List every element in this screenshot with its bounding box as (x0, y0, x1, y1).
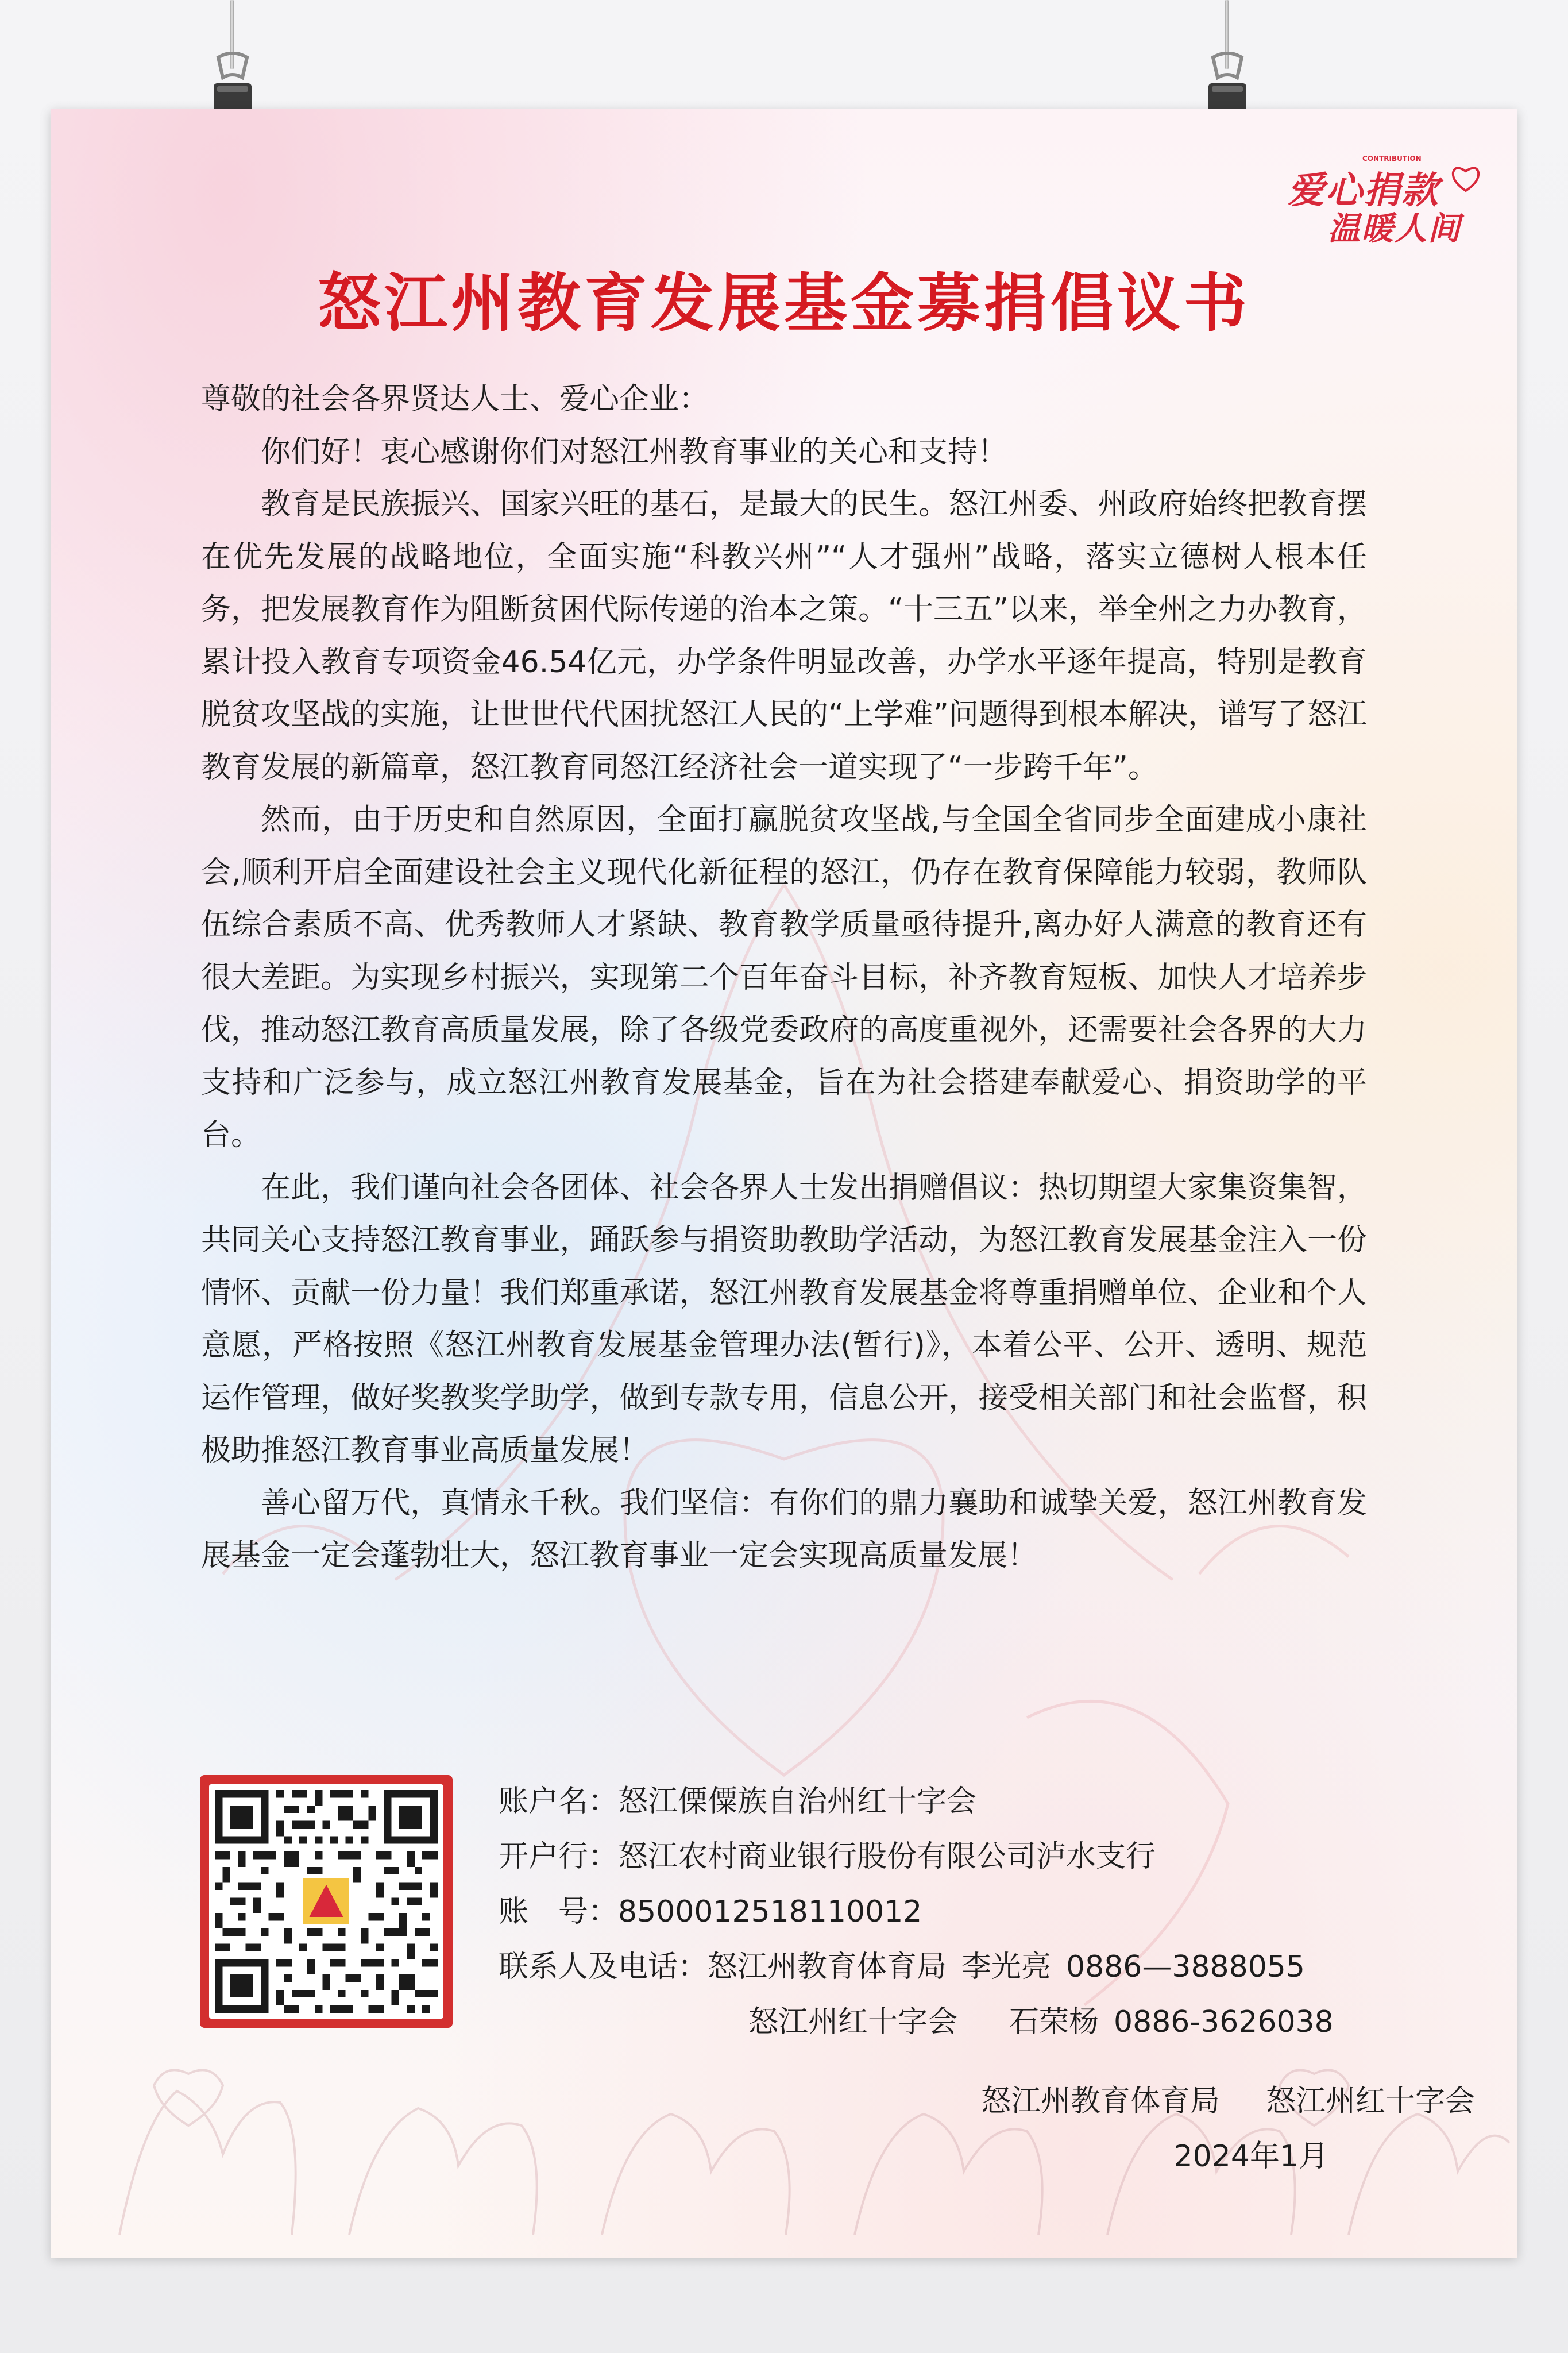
poster (51, 109, 1517, 2258)
letter-body (201, 373, 1367, 1583)
account-info (499, 1774, 1334, 2050)
account-number-value: 8500012518110012 (618, 1895, 922, 1929)
paragraph-5: 善心留万代，真情永千秋。我们坚信：有你们的鼎力襄助和诚挚关爱，怒江州教育发展基金一定会蓬勃壮大，怒江教育事业一定会实现高质量发展！ (201, 1486, 1367, 1573)
account-name-label: 账户名： (499, 1784, 619, 1819)
logo-line-1: 爱心捐款 (1288, 169, 1439, 212)
paragraph-2: 教育是民族振兴、国家兴旺的基石，是最大的民生。怒江州委、州政府始终把教育摆在优先发展的战略地位，全面实施“科教兴州”“人才强州”战略，落实立德树人根本任务，把发展教育作为阻断贫困代际传递的治本之策。“十三五”以来，举全州之力办教育，累计投入教育专项资金46.54亿元，办学条件明显改善，办学水平逐年提高，特别是教育脱贫攻坚战的实施，让世世代代困扰怒江人民的“上学难”问题得到根本解决，谱写了怒江教育发展的新篇章，怒江教育同怒江经济社会一道实现了“一步跨千年”。 (201, 487, 1367, 785)
heart-icon (1449, 161, 1483, 195)
contact-2-org: 怒江州红十字会 (748, 2005, 958, 2039)
contact-label: 联系人及电话： (499, 1950, 708, 1984)
logo-small-text: CONTRIBUTION (1362, 155, 1422, 163)
signature-orgs (843, 2074, 1475, 2129)
paragraph-1: 你们好！衷心感谢你们对怒江州教育事业的关心和支持！ (261, 434, 1008, 469)
paragraph-4: 在此，我们谨向社会各团体、社会各界人士发出捐赠倡议：热切期望大家集资集智，共同关心支持怒江教育事业，踊跃参与捐资助教助学活动，为怒江教育发展基金注入一份情怀、贡献一份力量！我们郑重承诺，怒江州教育发展基金将尊重捐赠单位、企业和个人意愿，严格按照《怒江州教育发展基金管理办法(暂行)》，本着公平、公开、透明、规范运作管理，做好奖教奖学助学，做到专款专用，信息公开，接受相关部门和社会监督，积极助推怒江教育事业高质量发展！ (201, 1170, 1367, 1468)
contact-1-phone: 0886—3888055 (1066, 1950, 1305, 1984)
binder-clip-left-icon (207, 52, 258, 115)
greeting: 尊敬的社会各界贤达人士、爱心企业： (201, 382, 709, 416)
account-number-row (499, 1884, 1334, 1939)
signature-org-2: 怒江州红十字会 (1265, 2084, 1475, 2119)
contact-1-person: 李光亮 (961, 1950, 1052, 1984)
bank-row (499, 1829, 1334, 1884)
qr-code-frame (200, 1775, 453, 2028)
page-title: 怒江州教育发展基金募捐倡议书 (318, 266, 1250, 340)
paragraph-3: 然而，由于历史和自然原因，全面打赢脱贫攻坚战,与全国全省同步全面建成小康社会,顺利开启全面建设社会主义现代化新征程的怒江，仍存在教育保障能力较弱，教师队伍综合素质不高、优秀教师人才紧缺、教育教学质量亟待提升,离办好人满意的教育还有很大差距。为实现乡村振兴，实现第二个百年奋斗目标，补齐教育短板、加快人才培养步伐，推动怒江教育高质量发展，除了各级党委政府的高度重视外，还需要社会各界的大力支持和广泛参与，成立怒江州教育发展基金，旨在为社会搭建奉献爱心、捐资助学的平台。 (201, 803, 1367, 1152)
binder-clip-right-icon (1202, 52, 1253, 115)
contact-row-1 (499, 1939, 1334, 1995)
account-name-row (499, 1774, 1334, 1829)
account-number-label: 账 号： (499, 1895, 619, 1929)
contact-2-person: 石荣杨 (1009, 2005, 1099, 2039)
qr-code-icon (215, 1790, 438, 2013)
contact-2-phone: 0886-3626038 (1114, 2005, 1334, 2039)
charity-logo (1276, 144, 1483, 247)
contact-row-2 (499, 1995, 1334, 2050)
bank-value: 怒江农村商业银行股份有限公司泸水支行 (618, 1839, 1156, 1874)
logo-line-2: 温暖人间 (1328, 210, 1461, 248)
contact-1-org: 怒江州教育体育局 (708, 1950, 947, 1984)
signature-org-1: 怒江州教育体育局 (980, 2084, 1220, 2119)
account-name-value: 怒江傈僳族自治州红十字会 (618, 1784, 977, 1819)
bank-label: 开户行： (499, 1839, 619, 1874)
qr-code (209, 1784, 443, 2019)
signature-block (843, 2074, 1475, 2184)
signature-date: 2024年1月 (1173, 2139, 1328, 2174)
